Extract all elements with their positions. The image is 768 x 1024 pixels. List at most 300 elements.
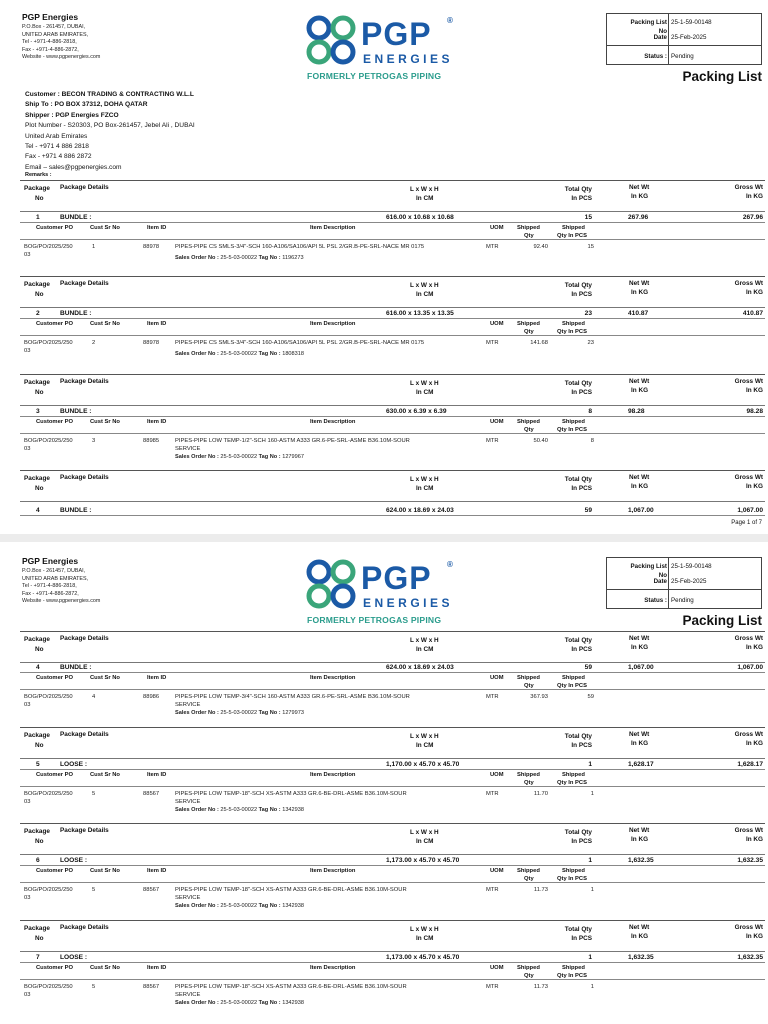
item-description: PIPES-PIPE LOW TEMP-18"-SCH XS-ASTM A333 GR.6-BE-DRL-ASME B36.10M-SOUR (175, 887, 407, 893)
item-id: 88978 (143, 340, 160, 346)
status-value: Pending (671, 53, 694, 60)
package-col-label: Package (24, 475, 50, 482)
package-gross-wt: 1,067.00 (737, 507, 763, 514)
package-header (20, 920, 765, 952)
tag-no: 1808318 (282, 351, 304, 357)
item-header (20, 771, 765, 787)
package-net-wt: 1,067.00 (628, 664, 654, 671)
item-header (20, 320, 765, 336)
package-details-col-label: Package Details (60, 474, 109, 481)
package-gross-wt: 410.87 (742, 310, 763, 317)
shipped-qty-col-label: Qty (524, 683, 534, 689)
cust-sr-no-col-label: Cust Sr No (90, 419, 120, 425)
customer-po-col-label: Customer PO (36, 965, 74, 971)
total-qty-col-label: Total Qty (564, 733, 592, 740)
gross-wt-unit-label: In KG (745, 289, 763, 296)
item-description-cont: SERVICE (175, 702, 201, 708)
gross-wt-unit-label: In KG (745, 644, 763, 651)
address-block (25, 90, 195, 173)
no-label: No (658, 572, 667, 579)
package-no-col-label: No (35, 389, 44, 396)
item-shipped-qty: 11.73 (533, 984, 548, 990)
total-qty-unit-label: In PCS (571, 485, 592, 492)
status-value: Pending (671, 597, 694, 604)
package-details-col-label: Package Details (60, 924, 109, 931)
company-address (22, 568, 100, 606)
item-description-col-label: Item Description (310, 675, 356, 681)
logo-subtitle: ENERGIES (363, 52, 454, 66)
item-uom: MTR (486, 887, 499, 893)
pgp-logo (305, 14, 465, 84)
item-cust-sr-no: 2 (92, 340, 96, 346)
company-address-line: UNITED ARAB EMIRATES, (22, 575, 89, 582)
tag-no: 1196273 (282, 255, 304, 261)
logo-subtitle: ENERGIES (363, 596, 454, 610)
package-header (20, 276, 765, 308)
package-total-qty: 8 (588, 408, 592, 415)
cust-sr-no-col-label: Cust Sr No (90, 772, 120, 778)
item-shipped-qty: 11.70 (533, 791, 548, 797)
sales-order-label: Sales Order No : (175, 351, 219, 357)
uom-col-label: UOM (490, 772, 504, 778)
total-qty-col-label: Total Qty (564, 637, 592, 644)
gross-wt-col-label: Gross Wt (734, 827, 763, 834)
item-shipped-pcs: 23 (587, 340, 594, 346)
dimensions-col-label: L x W x H (410, 829, 439, 836)
package-total-qty: 23 (584, 310, 592, 317)
item-uom: MTR (486, 438, 499, 444)
uom-col-label: UOM (490, 225, 504, 231)
item-row (20, 984, 765, 1014)
company-tel: Tel - +971-4-886-2818, (22, 583, 77, 590)
gross-wt-col-label: Gross Wt (734, 378, 763, 385)
net-wt-col-label: Net Wt (629, 827, 650, 834)
item-row (20, 887, 765, 917)
total-qty-col-label: Total Qty (564, 829, 592, 836)
packing-list-no-label: Packing List (630, 19, 667, 26)
sales-order-label: Sales Order No : (175, 710, 219, 716)
item-uom: MTR (486, 340, 499, 346)
shipped-pcs-unit-label: Qty In PCS (557, 233, 587, 239)
cust-sr-no-col-label: Cust Sr No (90, 675, 120, 681)
item-customer-po-cont: 03 (24, 992, 31, 998)
packing-list-no-label: Packing List (630, 563, 667, 570)
doc-date: 25-Feb-2025 (671, 578, 707, 585)
company-address-line: P.O.Box - 261457, DUBAI, (22, 568, 86, 574)
net-wt-unit-label: In KG (631, 289, 649, 296)
shipped-qty-col-label: Qty (524, 973, 534, 979)
package-col-label: Package (24, 379, 50, 386)
package-gross-wt: 267.96 (742, 214, 763, 221)
shipped-pcs-col-label: Shipped (562, 965, 585, 971)
item-customer-po-cont: 03 (24, 252, 31, 258)
shipped-col-label: Shipped (517, 225, 540, 231)
dimensions-unit-label: In CM (416, 742, 434, 749)
dimensions-col-label: L x W x H (410, 637, 439, 644)
item-cust-sr-no: 4 (92, 694, 96, 700)
doc-title: Packing List (682, 69, 762, 84)
package-type: LOOSE : (60, 954, 88, 961)
item-cust-sr-no: 3 (92, 438, 96, 444)
package-row (20, 664, 765, 673)
item-description-cont: SERVICE (175, 799, 201, 805)
company-address-line: P.O.Box - 261457, DUBAI, (22, 24, 86, 30)
item-description-cont: SERVICE (175, 992, 201, 998)
shipped-qty-col-label: Qty (524, 876, 534, 882)
item-header (20, 867, 765, 883)
doc-date: 25-Feb-2025 (671, 34, 707, 41)
doc-info-box (606, 557, 762, 609)
package-header (20, 180, 765, 212)
gross-wt-unit-label: In KG (745, 193, 763, 200)
package-net-wt: 98.28 (628, 408, 645, 415)
item-id-col-label: Item ID (147, 868, 167, 874)
tag-no: 1342938 (282, 1000, 304, 1006)
sales-order-line (175, 903, 304, 909)
item-row (20, 438, 765, 468)
item-customer-po: BOG/PO/2025/250 (24, 340, 73, 346)
tag-label: Tag No : (258, 454, 281, 460)
shipped-qty-col-label: Qty (524, 427, 534, 433)
company-fax: Fax - +971-4-886-2872, (22, 46, 79, 53)
ship-to: Ship To : PO BOX 37312, DOHA QATAR (25, 101, 148, 109)
no-label: No (658, 28, 667, 35)
tel: Tel - +971 4 886 2818 (25, 143, 89, 151)
item-customer-po-cont: 03 (24, 348, 31, 354)
item-customer-po: BOG/PO/2025/250 (24, 438, 73, 444)
gross-wt-unit-label: In KG (745, 836, 763, 843)
date-label: Date (653, 578, 667, 585)
item-cust-sr-no: 5 (92, 791, 96, 797)
shipped-pcs-col-label: Shipped (562, 419, 585, 425)
gross-wt-col-label: Gross Wt (734, 635, 763, 642)
item-shipped-qty: 141.68 (530, 340, 548, 346)
package-col-label: Package (24, 281, 50, 288)
item-row (20, 694, 765, 724)
package-details-col-label: Package Details (60, 731, 109, 738)
tag-no: 1279973 (282, 710, 304, 716)
gross-wt-col-label: Gross Wt (734, 280, 763, 287)
shipped-pcs-unit-label: Qty In PCS (557, 973, 587, 979)
package-details-col-label: Package Details (60, 280, 109, 287)
dimensions-col-label: L x W x H (410, 476, 439, 483)
gross-wt-col-label: Gross Wt (734, 731, 763, 738)
net-wt-col-label: Net Wt (629, 924, 650, 931)
item-uom: MTR (486, 694, 499, 700)
package-gross-wt: 98.28 (746, 408, 763, 415)
page-number: Page 1 of 7 (731, 520, 762, 526)
shipped-pcs-col-label: Shipped (562, 772, 585, 778)
shipped-pcs-unit-label: Qty In PCS (557, 780, 587, 786)
item-id-col-label: Item ID (147, 675, 167, 681)
package-no-col-label: No (35, 291, 44, 298)
dimensions-col-label: L x W x H (410, 926, 439, 933)
shipped-pcs-unit-label: Qty In PCS (557, 876, 587, 882)
item-customer-po: BOG/PO/2025/250 (24, 694, 73, 700)
shipped-col-label: Shipped (517, 675, 540, 681)
pgp-logo-mark-icon (305, 14, 359, 68)
package-total-qty: 1 (588, 761, 592, 768)
shipped-pcs-col-label: Shipped (562, 868, 585, 874)
uom-col-label: UOM (490, 321, 504, 327)
customer-po-col-label: Customer PO (36, 225, 74, 231)
net-wt-unit-label: In KG (631, 836, 649, 843)
tag-label: Tag No : (258, 1000, 281, 1006)
sales-order-line (175, 1000, 304, 1006)
net-wt-col-label: Net Wt (629, 280, 650, 287)
tag-no: 1279967 (282, 454, 304, 460)
package-no-col-label: No (35, 195, 44, 202)
item-uom: MTR (486, 791, 499, 797)
item-description: PIPES-PIPE CS SMLS-3/4"-SCH 160-A106/SA106/API 5L PSL 2/GR.B-PE-SRL-NACE MR 0175 (175, 244, 425, 250)
item-id: 88985 (143, 438, 160, 444)
dimensions-unit-label: In CM (416, 935, 434, 942)
company-address (22, 24, 100, 62)
package-row (20, 857, 765, 866)
package-type: LOOSE : (60, 857, 88, 864)
sales-order-label: Sales Order No : (175, 903, 219, 909)
status-label: Status : (644, 53, 667, 60)
tag-label: Tag No : (258, 351, 281, 357)
shipped-qty-col-label: Qty (524, 780, 534, 786)
item-shipped-pcs: 1 (590, 984, 594, 990)
total-qty-unit-label: In PCS (571, 838, 592, 845)
package-col-label: Package (24, 185, 50, 192)
package-type: BUNDLE : (60, 507, 92, 514)
gross-wt-unit-label: In KG (745, 387, 763, 394)
sales-order-line (175, 255, 304, 261)
shipper: Shipper : PGP Energies FZCO (25, 111, 119, 119)
sales-order-no: 25-5-03-00022 (220, 903, 258, 909)
package-net-wt: 267.96 (628, 214, 649, 221)
item-customer-po-cont: 03 (24, 895, 31, 901)
package-col-label: Package (24, 732, 50, 739)
item-cust-sr-no: 5 (92, 984, 96, 990)
item-description-col-label: Item Description (310, 321, 356, 327)
item-customer-po-cont: 03 (24, 799, 31, 805)
item-description-cont: SERVICE (175, 895, 201, 901)
package-type: BUNDLE : (60, 408, 92, 415)
item-shipped-pcs: 1 (590, 887, 594, 893)
net-wt-col-label: Net Wt (629, 635, 650, 642)
shipped-pcs-col-label: Shipped (562, 675, 585, 681)
net-wt-col-label: Net Wt (629, 731, 650, 738)
net-wt-col-label: Net Wt (629, 474, 650, 481)
item-description: PIPES-PIPE LOW TEMP-18"-SCH XS-ASTM A333 GR.6-BE-DRL-ASME B36.10M-SOUR (175, 791, 407, 797)
plot-number: Plot Number - S20303, PO Box-261457, Jebel Ali , DUBAI (25, 122, 195, 130)
sales-order-label: Sales Order No : (175, 1000, 219, 1006)
gross-wt-col-label: Gross Wt (734, 924, 763, 931)
customer-po-col-label: Customer PO (36, 419, 74, 425)
package-no: 3 (36, 408, 40, 415)
package-dimensions: 624.00 x 18.69 x 24.03 (386, 664, 454, 671)
package-row (20, 954, 765, 963)
net-wt-unit-label: In KG (631, 387, 649, 394)
item-customer-po: BOG/PO/2025/250 (24, 791, 73, 797)
sales-order-no: 25-5-03-00022 (220, 1000, 258, 1006)
dimensions-col-label: L x W x H (410, 186, 439, 193)
total-qty-col-label: Total Qty (564, 380, 592, 387)
uom-col-label: UOM (490, 419, 504, 425)
package-net-wt: 1,628.17 (628, 761, 654, 768)
date-label: Date (653, 34, 667, 41)
package-dimensions: 624.00 x 18.69 x 24.03 (386, 507, 454, 514)
total-qty-col-label: Total Qty (564, 476, 592, 483)
cust-sr-no-col-label: Cust Sr No (90, 321, 120, 327)
total-qty-col-label: Total Qty (564, 186, 592, 193)
cust-sr-no-col-label: Cust Sr No (90, 965, 120, 971)
item-description-col-label: Item Description (310, 868, 356, 874)
package-no: 7 (36, 954, 40, 961)
remarks: Remarks : (25, 172, 52, 178)
packing-list-no: 25-1-59-00148 (671, 19, 712, 26)
shipped-qty-col-label: Qty (524, 329, 534, 335)
shipped-col-label: Shipped (517, 772, 540, 778)
package-net-wt: 1,632.35 (628, 857, 654, 864)
package-no-col-label: No (35, 935, 44, 942)
sales-order-line (175, 454, 304, 460)
shipped-pcs-col-label: Shipped (562, 225, 585, 231)
shipped-pcs-unit-label: Qty In PCS (557, 427, 587, 433)
dimensions-unit-label: In CM (416, 838, 434, 845)
package-row (20, 214, 765, 223)
item-shipped-pcs: 1 (590, 791, 594, 797)
sales-order-no: 25-5-03-00022 (220, 454, 258, 460)
gross-wt-unit-label: In KG (745, 740, 763, 747)
item-shipped-qty: 11.73 (533, 887, 548, 893)
package-total-qty: 1 (588, 954, 592, 961)
shipped-pcs-unit-label: Qty In PCS (557, 683, 587, 689)
page-2 (0, 544, 768, 1024)
item-id: 88567 (143, 887, 160, 893)
logo-brand: PGP (361, 560, 432, 596)
net-wt-col-label: Net Wt (629, 184, 650, 191)
package-header (20, 631, 765, 663)
dimensions-unit-label: In CM (416, 291, 434, 298)
sales-order-label: Sales Order No : (175, 255, 219, 261)
item-uom: MTR (486, 984, 499, 990)
item-id: 88978 (143, 244, 160, 250)
package-net-wt: 1,067.00 (628, 507, 654, 514)
item-description: PIPES-PIPE LOW TEMP-3/4"-SCH 160-ASTM A333 GR.6-PE-SRL-ASME B36.10M-SOUR (175, 694, 410, 700)
logo-brand: PGP (361, 16, 432, 52)
package-no-col-label: No (35, 838, 44, 845)
tag-label: Tag No : (258, 807, 281, 813)
logo-formerly: FORMERLY PETROGAS PIPING (307, 71, 442, 81)
package-dimensions: 616.00 x 10.68 x 10.68 (386, 214, 454, 221)
package-no: 1 (36, 214, 40, 221)
sales-order-no: 25-5-03-00022 (220, 710, 258, 716)
dimensions-unit-label: In CM (416, 485, 434, 492)
package-type: LOOSE : (60, 761, 88, 768)
package-header (20, 727, 765, 759)
package-no: 6 (36, 857, 40, 864)
logo-registered: ® (447, 560, 453, 569)
item-uom: MTR (486, 244, 499, 250)
item-id: 88986 (143, 694, 160, 700)
total-qty-unit-label: In PCS (571, 742, 592, 749)
pgp-logo-mark-icon (305, 558, 359, 612)
package-col-label: Package (24, 925, 50, 932)
item-description-col-label: Item Description (310, 419, 356, 425)
package-row (20, 507, 765, 516)
package-details-col-label: Package Details (60, 184, 109, 191)
uom-col-label: UOM (490, 675, 504, 681)
dimensions-col-label: L x W x H (410, 380, 439, 387)
package-dimensions: 616.00 x 13.35 x 13.35 (386, 310, 454, 317)
total-qty-col-label: Total Qty (564, 926, 592, 933)
item-id: 88567 (143, 791, 160, 797)
email: Email – sales@pgpenergies.com (25, 163, 122, 171)
customer-po-col-label: Customer PO (36, 675, 74, 681)
item-customer-po: BOG/PO/2025/250 (24, 887, 73, 893)
item-customer-po: BOG/PO/2025/250 (24, 244, 73, 250)
item-row (20, 791, 765, 821)
package-dimensions: 1,170.00 x 45.70 x 45.70 (386, 761, 460, 768)
country: United Arab Emirates (25, 132, 88, 140)
customer: Customer : BECON TRADING & CONTRACTING W.L.L (25, 91, 194, 98)
item-row (20, 340, 765, 370)
company-fax: Fax - +971-4-886-2872, (22, 590, 79, 597)
package-total-qty: 59 (584, 664, 592, 671)
gross-wt-col-label: Gross Wt (734, 474, 763, 481)
package-col-label: Package (24, 636, 50, 643)
package-gross-wt: 1,067.00 (737, 664, 763, 671)
package-gross-wt: 1,632.35 (737, 857, 763, 864)
item-header (20, 224, 765, 240)
cust-sr-no-col-label: Cust Sr No (90, 868, 120, 874)
item-row (20, 244, 765, 274)
item-shipped-qty: 92.40 (533, 244, 548, 250)
total-qty-unit-label: In PCS (571, 389, 592, 396)
item-id-col-label: Item ID (147, 225, 167, 231)
dimensions-unit-label: In CM (416, 195, 434, 202)
net-wt-unit-label: In KG (631, 644, 649, 651)
item-description-cont: SERVICE (175, 446, 201, 452)
package-gross-wt: 1,628.17 (737, 761, 763, 768)
item-description: PIPES-PIPE LOW TEMP-1/2"-SCH 160-ASTM A333 GR.6-PE-SRL-ASME B36.10M-SOUR (175, 438, 410, 444)
package-total-qty: 15 (584, 214, 592, 221)
sales-order-label: Sales Order No : (175, 454, 219, 460)
item-description: PIPES-PIPE CS SMLS-3/4"-SCH 160-A106/SA106/API 5L PSL 2/GR.B-PE-SRL-NACE MR 0175 (175, 340, 425, 346)
item-description-col-label: Item Description (310, 965, 356, 971)
item-id-col-label: Item ID (147, 419, 167, 425)
tag-label: Tag No : (258, 903, 281, 909)
logo-formerly: FORMERLY PETROGAS PIPING (307, 615, 442, 625)
sales-order-no: 25-5-03-00022 (220, 255, 258, 261)
package-no: 5 (36, 761, 40, 768)
package-row (20, 310, 765, 319)
sales-order-line (175, 710, 304, 716)
package-details-col-label: Package Details (60, 635, 109, 642)
item-cust-sr-no: 1 (92, 244, 96, 250)
item-id-col-label: Item ID (147, 772, 167, 778)
package-net-wt: 1,632.35 (628, 954, 654, 961)
item-id-col-label: Item ID (147, 321, 167, 327)
net-wt-unit-label: In KG (631, 483, 649, 490)
shipped-col-label: Shipped (517, 321, 540, 327)
company-website: Website - www.pgpenergies.com (22, 54, 101, 61)
package-dimensions: 630.00 x 6.39 x 6.39 (386, 408, 447, 415)
sales-order-line (175, 351, 304, 357)
gross-wt-col-label: Gross Wt (734, 184, 763, 191)
item-id-col-label: Item ID (147, 965, 167, 971)
sales-order-no: 25-5-03-00022 (220, 351, 258, 357)
package-header (20, 823, 765, 855)
item-shipped-qty: 50.40 (533, 438, 548, 444)
item-header (20, 418, 765, 434)
package-type: BUNDLE : (60, 214, 92, 221)
